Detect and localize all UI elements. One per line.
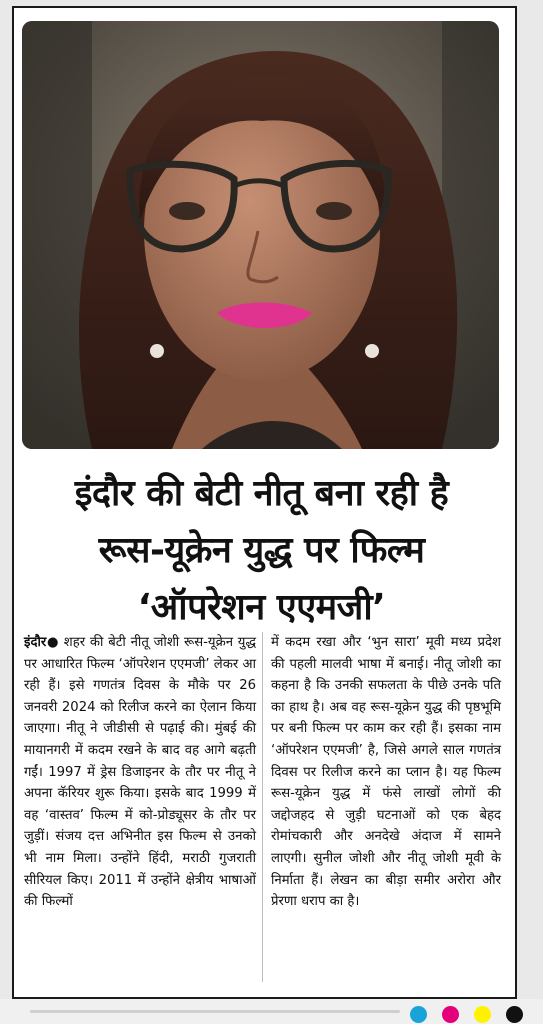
- headline-line-2: रूस-यूक्रेन युद्ध पर फिल्म: [98, 530, 425, 571]
- dateline: इंदौर: [24, 635, 47, 650]
- black-registration-dot: [506, 1006, 523, 1023]
- portrait-illustration: [22, 21, 499, 449]
- portrait-photo: [22, 21, 499, 449]
- article-body-left: शहर की बेटी नीतू जोशी रूस-यूक्रेन युद्ध पर आधारित फिल्म ‘ऑपरेशन एएमजी’ लेकर आ रही हैं। इसे गणतंत्र दिवस के मौके पर 26 जनवरी 2024 को रिलीज करने का ऐलान किया जाएगा। नीतू ने जीडीसी से पढ़ाई की। मुंबई की मायानगरी में कदम रखने के बाद वह आगे बढ़ती गईं। 1997 में ड्रेस डिजाइनर के तौर पर नीतू ने अपना कॅरियर शुरू किया। इसके बाद 1999 में वह ‘वास्तव’ फिल्म में को-प्रोड्यूसर के तौर पर जुड़ीं। संजय दत्त अभिनीत इस फिल्म से उनको भी नाम मिला। उन्होंने हिंदी, मराठी गुजराती सीरियल किए। 2011 में उन्होंने क्षेत्रीय भाषाओं की फिल्मों: [24, 635, 256, 910]
- dateline-bullet: ●: [46, 635, 59, 650]
- registration-line: [30, 1010, 400, 1013]
- headline: [20, 465, 503, 636]
- yellow-registration-dot: [474, 1006, 491, 1023]
- cyan-registration-dot: [410, 1006, 427, 1023]
- headline-line-3: ‘ऑपरेशन एएमजी’: [137, 587, 386, 628]
- article-body-right: में कदम रखा और ‘भुन सारा’ मूवी मध्य प्रदेश की पहली मालवी भाषा में बनाई। नीतू जोशी का कहना है कि उनकी सफलता के पीछे उनके पति का हाथ है। अब वह रूस-यूक्रेन युद्ध की पृष्ठभूमि पर बनी फिल्म पर काम कर रही हैं। इसका नाम ‘ऑपरेशन एएमजी’ है, जिसे अगले साल गणतंत्र दिवस पर रिलीज करने का प्लान है। यह फिल्म रूस-यूक्रेन युद्ध में फंसे लाखों लोगों की जद्दोजहद से जुड़ी घटनाओं को एक बेहद रोमांचकारी और अनदेखे अंदाज में सामने लाएगी। सुनील जोशी और नीतू जोशी मूवी के निर्माता हैं। लेखन का बीड़ा समीर अरोरा और प्रेरणा धराप का है।: [271, 635, 501, 910]
- article-column-right: [271, 632, 501, 913]
- article-column-left: [24, 632, 256, 913]
- magenta-registration-dot: [442, 1006, 459, 1023]
- headline-line-1: इंदौर की बेटी नीतू बना रही है: [74, 473, 449, 514]
- column-divider: [262, 632, 263, 982]
